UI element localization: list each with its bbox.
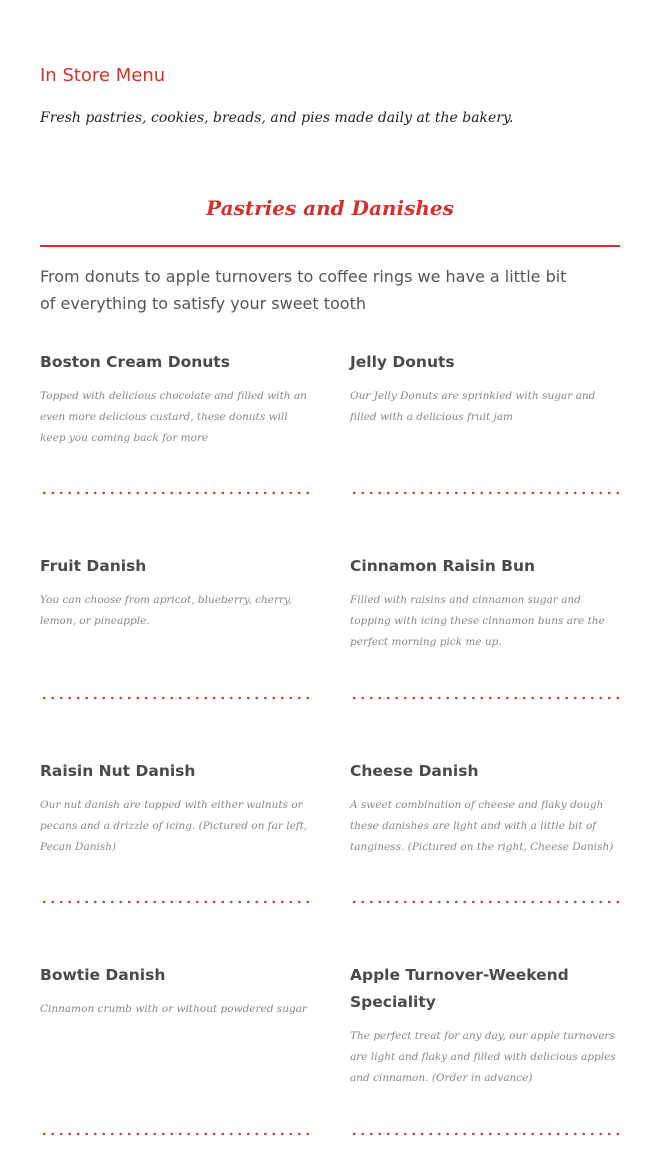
section-title: Pastries and Danishes <box>206 196 454 220</box>
menu-item-name: Bowtie Danish <box>40 966 166 984</box>
menu-item <box>40 349 310 449</box>
page-title: In Store Menu <box>40 65 166 86</box>
menu-item-description: Cinnamon crumb with or without powdered sugar <box>40 1003 307 1015</box>
menu-item <box>40 758 310 858</box>
menu-item-description: The perfect treat for any day, our apple turnovers are light and flaky and filled with delicious apples and cinnamon. (Order in advance) <box>350 1030 616 1084</box>
dotted-divider <box>40 695 310 701</box>
dotted-divider <box>40 1131 310 1137</box>
menu-item-description: You can choose from apricot, blueberry, cherry, lemon, or pineapple. <box>40 594 292 627</box>
dotted-divider <box>350 490 620 496</box>
menu-item-name: Cheese Danish <box>350 762 479 780</box>
menu-item-description: A sweet combination of cheese and flaky dough these danishes are light and with a little bit of tanginess. (Pictured on the right, Cheese Danish) <box>350 799 614 853</box>
menu-item <box>350 553 620 653</box>
menu-item-name: Raisin Nut Danish <box>40 762 196 780</box>
menu-item <box>350 349 620 428</box>
menu-item-name: Jelly Donuts <box>350 353 455 371</box>
dotted-divider <box>40 490 310 496</box>
dotted-divider <box>350 899 620 905</box>
dotted-divider <box>40 899 310 905</box>
dotted-divider <box>350 1131 620 1137</box>
section-divider <box>40 245 620 247</box>
menu-item-name: Apple Turnover-Weekend Speciality <box>350 966 569 1011</box>
menu-item <box>350 962 620 1089</box>
menu-item-description: Our Jelly Donuts are sprinkled with sugar and filled with a delicious fruit jam <box>350 390 596 423</box>
section-intro: From donuts to apple turnovers to coffee rings we have a little bit of everything to satisfy your sweet tooth <box>40 267 567 313</box>
menu-item-description: Filled with raisins and cinnamon sugar and topping with icing these cinnamon buns are the perfect morning pick me up. <box>350 594 605 648</box>
menu-item-name: Cinnamon Raisin Bun <box>350 557 536 575</box>
menu-item-name: Boston Cream Donuts <box>40 353 230 371</box>
page-subtitle: Fresh pastries, cookies, breads, and pies made daily at the bakery. <box>40 110 514 126</box>
dotted-divider <box>350 695 620 701</box>
menu-item <box>40 553 310 632</box>
menu-item-name: Fruit Danish <box>40 557 147 575</box>
menu-item <box>350 758 620 858</box>
menu-item-description: Topped with delicious chocolate and filled with an even more delicious custard, these donuts will keep you coming back for more <box>40 390 307 444</box>
menu-item-description: Our nut danish are topped with either walnuts or pecans and a drizzle of icing. (Pictured on far left, Pecan Danish) <box>40 799 308 853</box>
menu-item <box>40 962 310 1020</box>
